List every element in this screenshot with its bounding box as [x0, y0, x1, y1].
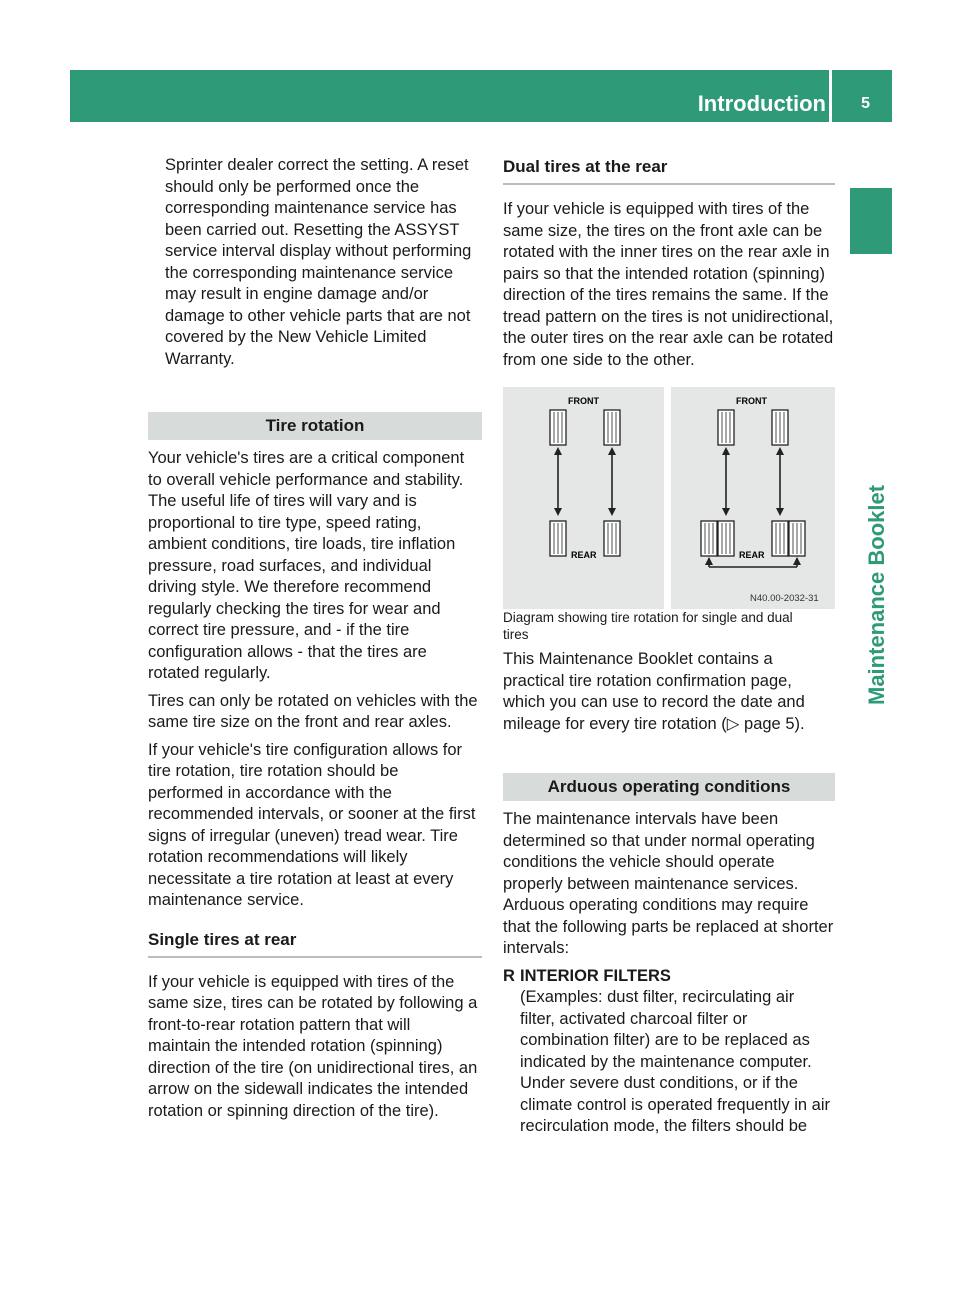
side-tab-marker	[850, 188, 892, 254]
bullet-mark: R	[503, 966, 515, 985]
single-panel-bg	[503, 387, 664, 609]
header-bar	[70, 70, 892, 122]
bullet-interior-filters	[503, 966, 835, 988]
diagram-caption: Diagram showing tire rotation for single and dual tires	[503, 610, 793, 642]
left-column	[148, 155, 482, 1128]
tire-rotation-paragraph-2: Tires can only be rotated on vehicles with the same tire size on the front and rear axles.	[148, 691, 478, 731]
tire-rotation-diagram	[503, 387, 835, 609]
dual-rear-label: REAR	[739, 550, 765, 560]
header-divider	[829, 70, 832, 122]
dual-front-label: FRONT	[736, 396, 767, 406]
section-heading-tire-rotation: Tire rotation	[148, 412, 482, 440]
tire-rotation-svg	[503, 387, 835, 609]
bullet-title: INTERIOR FILTERS	[520, 966, 671, 985]
single-front-label: FRONT	[568, 396, 599, 406]
dual-tires-paragraph: If your vehicle is equipped with tires of the same size, the tires on the front axle can be rotated with the inner tires on the rear axle in pairs so that the intended rotation (spinning) direction of the tires remains the same. If the tread pattern on the tires is not unidirectional, the outer tires on the rear axle can be rotated from one side to the other.	[503, 200, 834, 369]
section-heading-arduous: Arduous operating conditions	[503, 773, 835, 801]
tire-rotation-paragraph-3: If your vehicle's tire configuration allows for tire rotation, tire rotation should be performed in accordance with the recommended intervals, or sooner at the first signs of irregular (uneven) tread wear. Tire rotation recommendations will likely necessitate a tire rotation at least at every maintenance service.	[148, 740, 476, 909]
subheading-dual-tires: Dual tires at the rear	[503, 155, 835, 185]
bullet-text: (Examples: dust filter, recirculating air filter, activated charcoal filter or combination filter) are to be replaced as indicated by the maintenance computer. Under severe dust conditions, or if the climate control is operated frequently in air recirculation mode, the filters should be	[520, 988, 830, 1135]
page-title: Introduction	[697, 91, 826, 116]
booklet-paragraph: This Maintenance Booklet contains a practical tire rotation confirmation page, which you can use to record the date and mileage for every tire rotation (▷ page 5).	[503, 650, 805, 733]
side-label-text: Maintenance Booklet	[864, 484, 889, 705]
arduous-paragraph: The maintenance intervals have been determined so that under normal operating conditions the vehicle should operate properly between maintenance services. Arduous operating conditions may require that the following parts be replaced at shorter intervals:	[503, 810, 834, 957]
subheading-single-tires: Single tires at rear	[148, 928, 482, 958]
intro-paragraph: Sprinter dealer correct the setting. A reset should only be performed once the corresponding maintenance service has been carried out. Resetting the ASSYST service interval display without performing the corresponding maintenance service may result in engine damage and/or damage to other vehicle parts that are not covered by the New Vehicle Limited Warranty.	[165, 156, 472, 368]
diagram-code: N40.00-2032-31	[750, 593, 819, 604]
single-tires-paragraph: If your vehicle is equipped with tires of the same size, tires can be rotated by following a front-to-rear rotation pattern that will maintain the intended rotation (spinning) direction of the tire (on unidirectional tires, an arrow on the sidewall indicates the intended rotation or spinning direction of the tire).	[148, 972, 478, 1120]
right-column	[503, 155, 835, 1144]
side-label	[858, 262, 888, 722]
tire-rotation-paragraph-1: Your vehicle's tires are a critical component to overall vehicle performance and stability. The useful life of tires will vary and is proportional to tire type, speed rating, ambient conditions, tire loads, tire inflation pressure, road surfaces, and individual driving style. We therefore recommend regularly checking the tires for wear and correct tire pressure, and - if the tire configuration allows - that the tires are rotated regularly.	[148, 449, 465, 682]
page-number: 5	[861, 95, 870, 112]
dual-panel-bg	[671, 387, 835, 609]
single-rear-label: REAR	[571, 550, 597, 560]
